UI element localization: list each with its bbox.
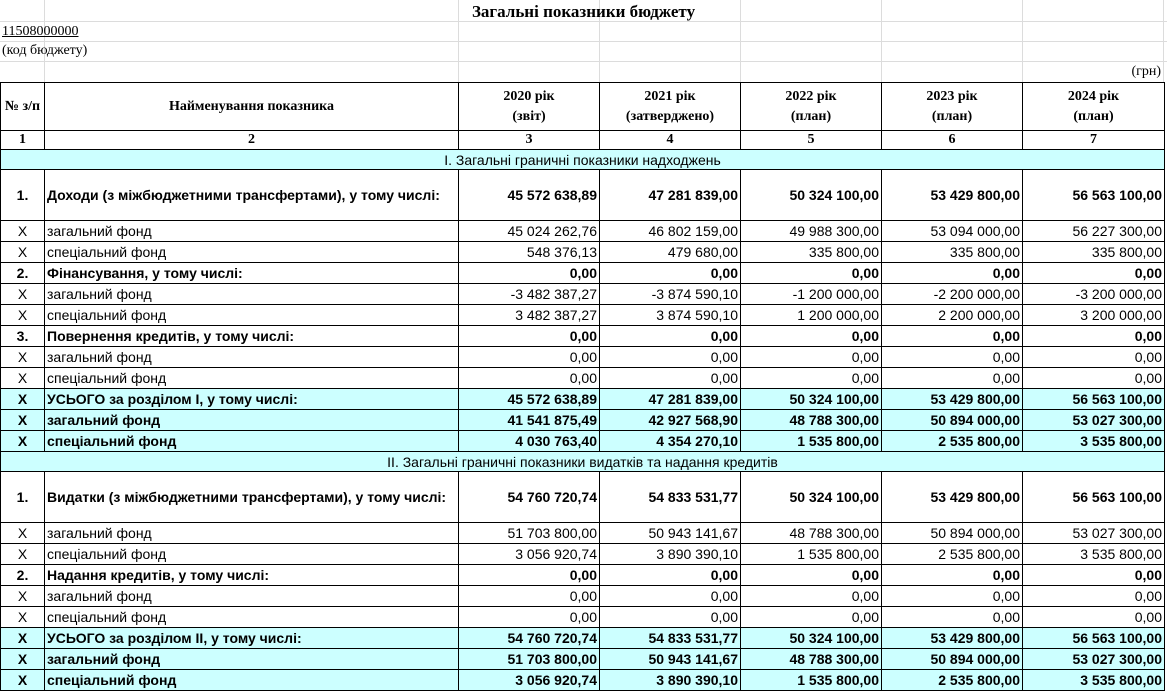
value-cell: 50 324 100,00 xyxy=(741,472,882,523)
value-cell: 0,00 xyxy=(882,326,1023,347)
row-label: спеціальний фонд xyxy=(45,305,459,326)
header-name: Найменування показника xyxy=(45,83,459,131)
budget-code[interactable]: 11508000000 xyxy=(2,24,79,39)
row-number: Х xyxy=(1,544,45,565)
table-row xyxy=(1,607,1165,628)
table-row xyxy=(1,431,1165,452)
value-cell: 53 429 800,00 xyxy=(882,472,1023,523)
value-cell: 56 563 100,00 xyxy=(1023,628,1165,649)
page-title: Загальні показники бюджету xyxy=(471,2,696,21)
value-cell: 0,00 xyxy=(459,607,600,628)
currency-unit: (грн) xyxy=(1131,64,1161,79)
value-cell: 50 324 100,00 xyxy=(741,628,882,649)
table-row xyxy=(1,242,1165,263)
row-number: Х xyxy=(1,410,45,431)
value-cell: 56 227 300,00 xyxy=(1023,221,1165,242)
value-cell: 45 572 638,89 xyxy=(459,170,600,221)
row-label: Доходи (з міжбюджетними трансфертами), у тому числі: xyxy=(45,170,459,221)
value-cell: 0,00 xyxy=(882,586,1023,607)
table-row xyxy=(1,649,1165,670)
value-cell: 548 376,13 xyxy=(459,242,600,263)
value-cell: 53 027 300,00 xyxy=(1023,649,1165,670)
value-cell: 53 429 800,00 xyxy=(882,389,1023,410)
value-cell: 50 894 000,00 xyxy=(882,649,1023,670)
row-number: 1. xyxy=(1,472,45,523)
value-cell: 46 802 159,00 xyxy=(600,221,741,242)
value-cell: 1 200 000,00 xyxy=(741,305,882,326)
value-cell: 0,00 xyxy=(741,263,882,284)
value-cell: -1 200 000,00 xyxy=(741,284,882,305)
row-number: Х xyxy=(1,242,45,263)
row-label: спеціальний фонд xyxy=(45,242,459,263)
value-cell: 3 200 000,00 xyxy=(1023,305,1165,326)
table-row xyxy=(1,670,1165,691)
row-label: Надання кредитів, у тому числі: xyxy=(45,565,459,586)
section-header-row xyxy=(1,150,1165,170)
row-number: Х xyxy=(1,368,45,389)
value-cell: 0,00 xyxy=(600,347,741,368)
value-cell: 50 324 100,00 xyxy=(741,389,882,410)
value-cell: 50 943 141,67 xyxy=(600,649,741,670)
row-label: спеціальний фонд xyxy=(45,431,459,452)
col-number: 6 xyxy=(882,131,1023,150)
value-cell: 48 788 300,00 xyxy=(741,649,882,670)
value-cell: 50 894 000,00 xyxy=(882,410,1023,431)
value-cell: 0,00 xyxy=(600,263,741,284)
value-cell: 3 482 387,27 xyxy=(459,305,600,326)
value-cell: 0,00 xyxy=(1023,263,1165,284)
row-number: Х xyxy=(1,305,45,326)
value-cell: 0,00 xyxy=(741,565,882,586)
col-number: 5 xyxy=(741,131,882,150)
table-row xyxy=(1,472,1165,523)
row-number: Х xyxy=(1,523,45,544)
row-label: загальний фонд xyxy=(45,221,459,242)
value-cell: 0,00 xyxy=(882,368,1023,389)
row-label: загальний фонд xyxy=(45,284,459,305)
header-year-2020: 2020 рік (звіт) xyxy=(459,83,600,131)
value-cell: -3 874 590,10 xyxy=(600,284,741,305)
value-cell: 0,00 xyxy=(459,368,600,389)
section-title: I. Загальні граничні показники надходжень xyxy=(1,150,1165,170)
value-cell: 1 535 800,00 xyxy=(741,670,882,691)
row-number: Х xyxy=(1,649,45,670)
value-cell: 3 056 920,74 xyxy=(459,544,600,565)
value-cell: 0,00 xyxy=(459,586,600,607)
value-cell: 0,00 xyxy=(1023,607,1165,628)
row-number: Х xyxy=(1,607,45,628)
value-cell: 2 200 000,00 xyxy=(882,305,1023,326)
value-cell: 54 760 720,74 xyxy=(459,472,600,523)
value-cell: 56 563 100,00 xyxy=(1023,389,1165,410)
value-cell: 0,00 xyxy=(882,347,1023,368)
value-cell: 53 429 800,00 xyxy=(882,170,1023,221)
value-cell: 0,00 xyxy=(600,368,741,389)
value-cell: 53 027 300,00 xyxy=(1023,410,1165,431)
table-row xyxy=(1,284,1165,305)
row-label: Повернення кредитів, у тому числі: xyxy=(45,326,459,347)
value-cell: 0,00 xyxy=(1023,586,1165,607)
column-numbers-row xyxy=(1,131,1165,150)
row-label: спеціальний фонд xyxy=(45,368,459,389)
value-cell: 3 890 390,10 xyxy=(600,544,741,565)
value-cell: 4 354 270,10 xyxy=(600,431,741,452)
row-label: УСЬОГО за розділом II, у тому числі: xyxy=(45,628,459,649)
value-cell: 335 800,00 xyxy=(1023,242,1165,263)
table-row xyxy=(1,410,1165,431)
value-cell: 0,00 xyxy=(741,607,882,628)
row-number: Х xyxy=(1,670,45,691)
value-cell: 3 890 390,10 xyxy=(600,670,741,691)
value-cell: 0,00 xyxy=(459,326,600,347)
row-label: Фінансування, у тому числі: xyxy=(45,263,459,284)
value-cell: 48 788 300,00 xyxy=(741,523,882,544)
value-cell: 48 788 300,00 xyxy=(741,410,882,431)
value-cell: 54 833 531,77 xyxy=(600,628,741,649)
row-number: Х xyxy=(1,221,45,242)
value-cell: 2 535 800,00 xyxy=(882,544,1023,565)
table-row xyxy=(1,170,1165,221)
value-cell: 1 535 800,00 xyxy=(741,431,882,452)
header-num: № з/п xyxy=(1,83,45,131)
table-row xyxy=(1,565,1165,586)
value-cell: 53 429 800,00 xyxy=(882,628,1023,649)
value-cell: 0,00 xyxy=(882,565,1023,586)
table-row xyxy=(1,586,1165,607)
value-cell: 0,00 xyxy=(459,263,600,284)
value-cell: 3 535 800,00 xyxy=(1023,670,1165,691)
value-cell: 0,00 xyxy=(1023,368,1165,389)
row-number: Х xyxy=(1,347,45,368)
section-header-row xyxy=(1,452,1165,472)
value-cell: 42 927 568,90 xyxy=(600,410,741,431)
row-number: 1. xyxy=(1,170,45,221)
row-number: Х xyxy=(1,284,45,305)
value-cell: 3 535 800,00 xyxy=(1023,544,1165,565)
row-number: Х xyxy=(1,431,45,452)
value-cell: 1 535 800,00 xyxy=(741,544,882,565)
header-year-2021: 2021 рік (затверджено) xyxy=(600,83,741,131)
value-cell: 54 833 531,77 xyxy=(600,472,741,523)
header-year-2024: 2024 рік (план) xyxy=(1023,83,1165,131)
value-cell: 335 800,00 xyxy=(741,242,882,263)
value-cell: 47 281 839,00 xyxy=(600,170,741,221)
value-cell: 3 056 920,74 xyxy=(459,670,600,691)
col-number: 7 xyxy=(1023,131,1165,150)
row-number: 2. xyxy=(1,263,45,284)
value-cell: 53 027 300,00 xyxy=(1023,523,1165,544)
col-number: 3 xyxy=(459,131,600,150)
value-cell: 0,00 xyxy=(741,586,882,607)
value-cell: 2 535 800,00 xyxy=(882,431,1023,452)
value-cell: 45 024 262,76 xyxy=(459,221,600,242)
table-row xyxy=(1,368,1165,389)
section-title: II. Загальні граничні показники видатків та надання кредитів xyxy=(1,452,1165,472)
row-label: загальний фонд xyxy=(45,649,459,670)
table-row xyxy=(1,389,1165,410)
value-cell: 45 572 638,89 xyxy=(459,389,600,410)
col-number: 4 xyxy=(600,131,741,150)
value-cell: -3 200 000,00 xyxy=(1023,284,1165,305)
value-cell: 0,00 xyxy=(600,607,741,628)
value-cell: -2 200 000,00 xyxy=(882,284,1023,305)
row-label: спеціальний фонд xyxy=(45,544,459,565)
value-cell: 50 943 141,67 xyxy=(600,523,741,544)
row-label: УСЬОГО за розділом I, у тому числі: xyxy=(45,389,459,410)
table-row xyxy=(1,305,1165,326)
table-row xyxy=(1,347,1165,368)
value-cell: 0,00 xyxy=(600,565,741,586)
value-cell: 0,00 xyxy=(459,347,600,368)
value-cell: 0,00 xyxy=(882,263,1023,284)
value-cell: 0,00 xyxy=(1023,347,1165,368)
budget-code-label: (код бюджету) xyxy=(2,43,88,58)
value-cell: 2 535 800,00 xyxy=(882,670,1023,691)
value-cell: 4 030 763,40 xyxy=(459,431,600,452)
value-cell: 56 563 100,00 xyxy=(1023,472,1165,523)
value-cell: 0,00 xyxy=(1023,565,1165,586)
value-cell: 51 703 800,00 xyxy=(459,649,600,670)
budget-table xyxy=(0,82,1165,691)
value-cell: 0,00 xyxy=(1023,326,1165,347)
col-number: 1 xyxy=(1,131,45,150)
row-label: загальний фонд xyxy=(45,347,459,368)
table-row xyxy=(1,326,1165,347)
value-cell: 0,00 xyxy=(459,565,600,586)
value-cell: 49 988 300,00 xyxy=(741,221,882,242)
row-label: загальний фонд xyxy=(45,586,459,607)
table-row xyxy=(1,544,1165,565)
value-cell: 479 680,00 xyxy=(600,242,741,263)
value-cell: 53 094 000,00 xyxy=(882,221,1023,242)
value-cell: 3 535 800,00 xyxy=(1023,431,1165,452)
table-row xyxy=(1,221,1165,242)
value-cell: 0,00 xyxy=(741,347,882,368)
value-cell: 0,00 xyxy=(741,326,882,347)
row-number: 2. xyxy=(1,565,45,586)
value-cell: 0,00 xyxy=(600,586,741,607)
row-label: загальний фонд xyxy=(45,410,459,431)
value-cell: -3 482 387,27 xyxy=(459,284,600,305)
row-number: 3. xyxy=(1,326,45,347)
value-cell: 51 703 800,00 xyxy=(459,523,600,544)
row-label: Видатки (з міжбюджетними трансфертами), у тому числі: xyxy=(45,472,459,523)
row-label: спеціальний фонд xyxy=(45,670,459,691)
value-cell: 47 281 839,00 xyxy=(600,389,741,410)
row-number: Х xyxy=(1,389,45,410)
row-number: Х xyxy=(1,628,45,649)
row-label: загальний фонд xyxy=(45,523,459,544)
value-cell: 56 563 100,00 xyxy=(1023,170,1165,221)
header-year-2022: 2022 рік (план) xyxy=(741,83,882,131)
value-cell: 0,00 xyxy=(882,607,1023,628)
value-cell: 50 324 100,00 xyxy=(741,170,882,221)
header-year-2023: 2023 рік (план) xyxy=(882,83,1023,131)
row-number: Х xyxy=(1,586,45,607)
col-number: 2 xyxy=(45,131,459,150)
row-label: спеціальний фонд xyxy=(45,607,459,628)
value-cell: 335 800,00 xyxy=(882,242,1023,263)
value-cell: 0,00 xyxy=(741,368,882,389)
value-cell: 50 894 000,00 xyxy=(882,523,1023,544)
table-row xyxy=(1,523,1165,544)
table-row xyxy=(1,628,1165,649)
value-cell: 3 874 590,10 xyxy=(600,305,741,326)
table-row xyxy=(1,263,1165,284)
value-cell: 41 541 875,49 xyxy=(459,410,600,431)
value-cell: 0,00 xyxy=(600,326,741,347)
value-cell: 54 760 720,74 xyxy=(459,628,600,649)
